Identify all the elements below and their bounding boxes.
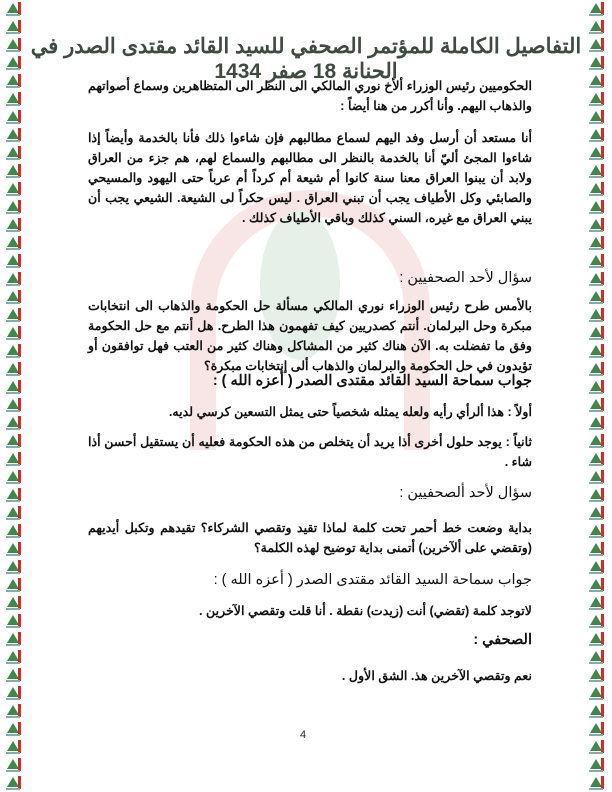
border-ornament-icon xyxy=(589,144,605,162)
border-ornament-icon xyxy=(589,432,605,450)
border-ornament-icon xyxy=(589,414,605,432)
border-ornament-icon xyxy=(6,198,22,216)
border-ornament-icon xyxy=(589,756,605,774)
border-ornament-icon xyxy=(6,144,22,162)
border-ornament-icon xyxy=(589,162,605,180)
border-ornament-icon xyxy=(6,72,22,90)
border-ornament-icon xyxy=(589,180,605,198)
paragraph: لاتوجد كلمة (تقضي) أنت (زيدت) نقطة . أنا قلت وتقصي الآخرين . xyxy=(198,604,532,618)
border-ornament-icon xyxy=(589,342,605,360)
border-ornament-icon xyxy=(6,0,22,18)
document-title: التفاصيل الكاملة للمؤتمر الصحفي للسيد القائد مقتدى الصدر في الحنانة 18 صفر 1434 xyxy=(30,35,582,83)
border-ornament-icon xyxy=(6,468,22,486)
border-ornament-icon xyxy=(589,396,605,414)
border-ornament-icon xyxy=(6,738,22,756)
border-ornament-icon xyxy=(589,612,605,630)
section-heading: جواب سماحة السيد القائد مقتدى الصدر ( أعزه الله ) : xyxy=(213,572,532,588)
page-number: 4 xyxy=(300,729,307,741)
border-ornament-icon xyxy=(589,684,605,702)
border-ornament-icon xyxy=(6,504,22,522)
border-ornament-icon xyxy=(589,576,605,594)
border-ornament-icon xyxy=(6,288,22,306)
border-ornament-icon xyxy=(589,648,605,666)
border-ornament-icon xyxy=(6,180,22,198)
border-ornament-icon xyxy=(6,666,22,684)
border-ornament-icon xyxy=(589,468,605,486)
border-ornament-icon xyxy=(6,36,22,54)
border-ornament-icon xyxy=(6,54,22,72)
section-heading: الصحفي : xyxy=(473,632,532,648)
border-ornament-icon xyxy=(589,360,605,378)
border-ornament-icon xyxy=(6,324,22,342)
border-ornament-icon xyxy=(6,432,22,450)
paragraph: نعم وتقصي الآخرين هذ. الشق الأول . xyxy=(341,669,532,683)
border-ornament-icon xyxy=(6,216,22,234)
border-ornament-icon xyxy=(6,576,22,594)
border-ornament-icon xyxy=(589,720,605,738)
border-ornament-icon xyxy=(6,540,22,558)
paragraph: أولاً : هذا ألرأي رأيه ولعله يمثله شخصياً حتى يمثل التسعين كرسي لديه. xyxy=(168,405,532,419)
border-ornament-icon xyxy=(589,108,605,126)
page-border-left xyxy=(4,0,24,792)
border-ornament-icon xyxy=(6,306,22,324)
border-ornament-icon xyxy=(6,108,22,126)
border-ornament-icon xyxy=(6,774,22,792)
paragraph: بالأمس طرح رئيس الوزراء نوري المالكي مسألة حل الحكومة والذهاب الى انتخابات مبكرة وحل البرلمان. أنتم كصدريين كيف تفهمون هذا الطرح. هل أنتم مع حل الحكومة وفق ما تفضلت به. الآن هناك كثير من المشاكل وهناك كثير من العتب فهل توافقون أو تؤيدون في حل الحكومة والبرلمان والذهاب ألى إنتخابات مبكرة؟ xyxy=(88,299,532,373)
border-ornament-icon xyxy=(6,522,22,540)
section-heading: سؤال لأحد ألصحفيين : xyxy=(399,485,532,501)
section-heading: سؤال لأحد الصحفيين : xyxy=(399,270,532,286)
border-ornament-icon xyxy=(589,522,605,540)
border-ornament-icon xyxy=(589,18,605,36)
border-ornament-icon xyxy=(589,54,605,72)
border-ornament-icon xyxy=(6,360,22,378)
border-ornament-icon xyxy=(589,306,605,324)
border-ornament-icon xyxy=(589,36,605,54)
border-ornament-icon xyxy=(6,702,22,720)
border-ornament-icon xyxy=(6,756,22,774)
border-ornament-icon xyxy=(589,0,605,18)
border-ornament-icon xyxy=(6,270,22,288)
border-ornament-icon xyxy=(6,684,22,702)
border-ornament-icon xyxy=(6,90,22,108)
border-ornament-icon xyxy=(6,648,22,666)
border-ornament-icon xyxy=(6,18,22,36)
border-ornament-icon xyxy=(589,270,605,288)
border-ornament-icon xyxy=(6,378,22,396)
border-ornament-icon xyxy=(6,396,22,414)
paragraph: الحكوميين رئيس الوزراء ألأخ نوري المالكي الى النظر الى المتظاهرين وسماع أصواتهم والذهاب اليهم. وأنا أكرر من هنا أيضاً : xyxy=(88,79,532,113)
border-ornament-icon xyxy=(6,414,22,432)
page-border-right xyxy=(587,0,607,792)
border-ornament-icon xyxy=(589,504,605,522)
border-ornament-icon xyxy=(6,252,22,270)
border-ornament-icon xyxy=(589,630,605,648)
border-ornament-icon xyxy=(589,378,605,396)
border-ornament-icon xyxy=(589,450,605,468)
border-ornament-icon xyxy=(589,594,605,612)
border-ornament-icon xyxy=(589,288,605,306)
border-ornament-icon xyxy=(6,630,22,648)
border-ornament-icon xyxy=(589,738,605,756)
border-ornament-icon xyxy=(6,126,22,144)
section-heading: جواب سماحة السيد القائد مقتدى الصدر ( أعزه الله ) : xyxy=(212,373,532,389)
border-ornament-icon xyxy=(6,558,22,576)
border-ornament-icon xyxy=(589,324,605,342)
border-ornament-icon xyxy=(589,72,605,90)
border-ornament-icon xyxy=(6,342,22,360)
border-ornament-icon xyxy=(589,666,605,684)
border-ornament-icon xyxy=(6,720,22,738)
border-ornament-icon xyxy=(589,126,605,144)
border-ornament-icon xyxy=(6,486,22,504)
border-ornament-icon xyxy=(589,774,605,792)
paragraph: أنا مستعد أن أرسل وفد اليهم لسماع مطالبهم فإن شاءوا ذلك فأنا بالخدمة وأيضاً إذا شاءوا المجئ أليّ أنا بالخدمة بالنظر الى مطالبهم والسماع لهم، هم جزء من العراق ولابد أن يبنوا العراق معنا سنة كانوا أم شيعة أم كرداً أم عرباً حتى اليهود والمسيحي والصابئي وكل الأطياف يجب أن تبني العراق . ليس حكراً لى الشيعة. الشيعي يجب أن يبني العراق مع غيره، السني كذلك وباقي الأطياف كذلك . xyxy=(88,131,532,225)
border-ornament-icon xyxy=(6,594,22,612)
border-ornament-icon xyxy=(589,702,605,720)
border-ornament-icon xyxy=(589,234,605,252)
border-ornament-icon xyxy=(6,612,22,630)
border-ornament-icon xyxy=(589,216,605,234)
border-ornament-icon xyxy=(6,450,22,468)
border-ornament-icon xyxy=(589,252,605,270)
border-ornament-icon xyxy=(589,90,605,108)
paragraph: ثانياً : يوجد حلول أخرى أذا يريد أن يتخلص من هذه الحكومة فعليه أن يستقيل أحسن أذا شاء . xyxy=(88,435,532,469)
border-ornament-icon xyxy=(6,234,22,252)
border-ornament-icon xyxy=(6,162,22,180)
border-ornament-icon xyxy=(589,540,605,558)
border-ornament-icon xyxy=(589,198,605,216)
border-ornament-icon xyxy=(589,558,605,576)
border-ornament-icon xyxy=(589,486,605,504)
paragraph: بداية وضعت خط أحمر تحت كلمة لماذا تقيد وتقصي الشركاء؟ تقيدهم وتكبل أيديهم (وتقضي على ألآخرين) أتمنى بداية توضيح لهذه الكلمة؟ xyxy=(88,521,532,555)
